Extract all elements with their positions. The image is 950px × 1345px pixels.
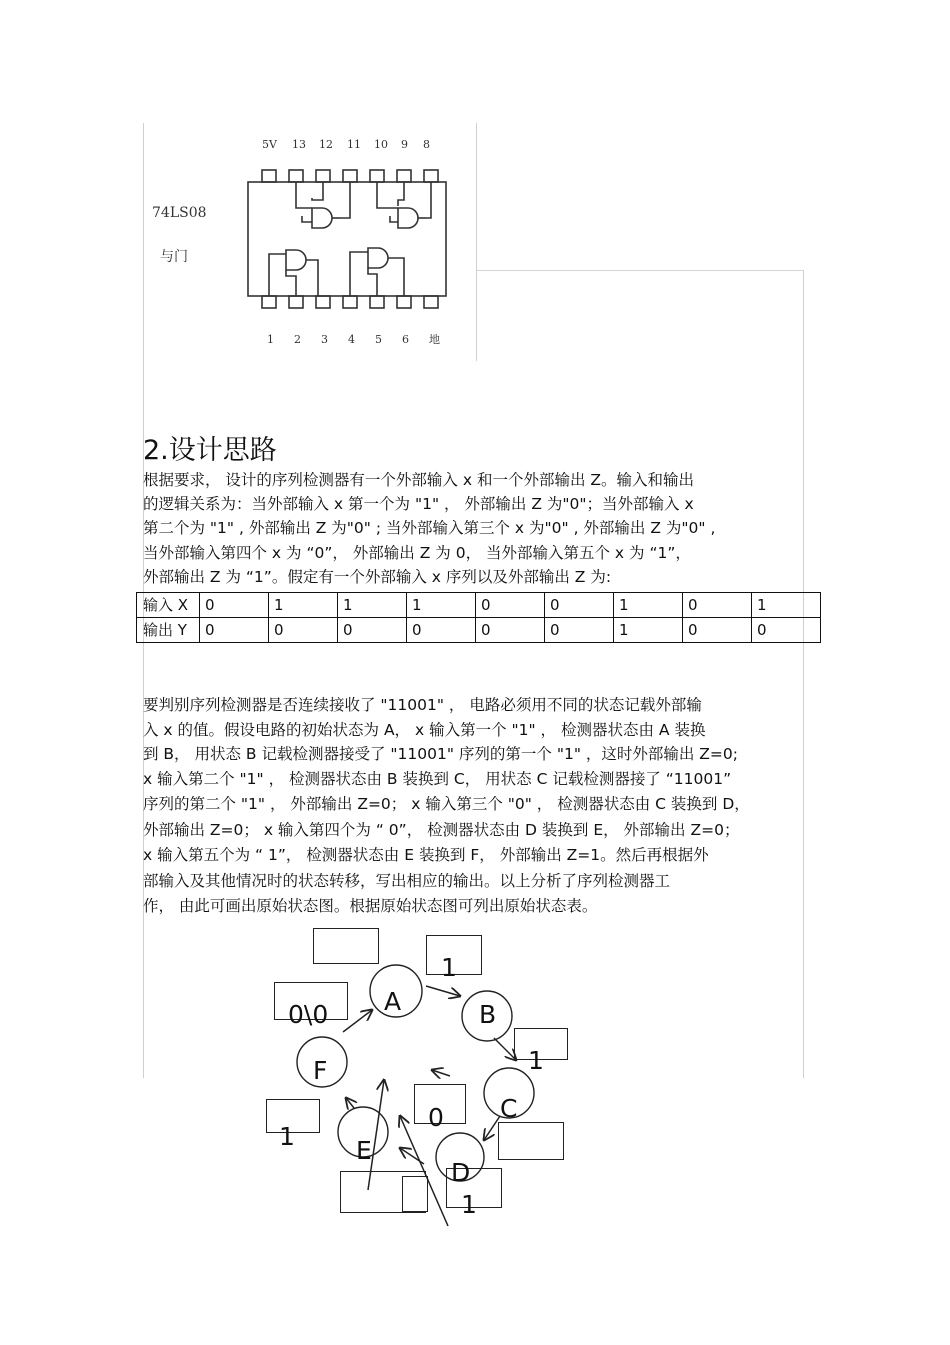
row-label: 输入 X: [137, 593, 200, 618]
state-label-e: E: [356, 1136, 372, 1165]
arrow-f-a: [343, 1010, 372, 1032]
chip-name: 74LS08: [152, 205, 207, 221]
table-cell: 0: [338, 618, 407, 643]
transition-label: 1: [528, 1046, 544, 1075]
arrow-a-b: [426, 986, 460, 996]
transition-label: 0: [428, 1103, 444, 1132]
arrow-e-f: [346, 1098, 354, 1108]
state-graph: [250, 920, 590, 1240]
analysis-line: 外部输出 Z=0； x 输入第四个为 “ 0”， 检测器状态由 D 装换到 E， 外部输出 Z=0；: [143, 821, 740, 839]
top-pin-label: 9: [401, 138, 408, 151]
analysis-line: x 输入第二个 "1" ， 检测器状态由 B 装换到 C， 用状态 C 记载检测器接了 “11001”: [143, 770, 732, 788]
analysis-line: 要判别序列检测器是否连续接收了 "11001" ， 电路必须用不同的状态记载外部输: [143, 696, 702, 714]
arrow-b-c: [494, 1038, 516, 1060]
arrow-center: [432, 1070, 450, 1076]
table-cell: 0: [752, 618, 821, 643]
chip-frame-right: [476, 123, 477, 361]
table-cell: 0: [683, 593, 752, 618]
state-label-f: F: [313, 1056, 328, 1085]
state-label-a: A: [384, 987, 402, 1016]
top-pin-label: 8: [423, 138, 430, 151]
table-row: [137, 593, 821, 618]
intro-line: 外部输出 Z 为 “1”。假定有一个外部输入 x 序列以及外部输出 Z 为:: [143, 568, 612, 586]
top-pin-label: 13: [292, 138, 306, 151]
table-cell: 0: [200, 618, 269, 643]
top-pin-label: 12: [319, 138, 333, 151]
state-label-b: B: [479, 1000, 497, 1029]
bottom-pin-label: 地: [429, 333, 440, 346]
analysis-line: 入 x 的值。假设电路的初始状态为 A， x 输入第一个 "1" ， 检测器状态由 A 装换: [143, 721, 706, 739]
transition-label: 1: [461, 1190, 477, 1219]
table-cell: 1: [614, 618, 683, 643]
state-label-d: D: [451, 1158, 471, 1187]
table-row: [137, 618, 821, 643]
intro-line: 根据要求， 设计的序列检测器有一个外部输入 x 和一个外部输出 Z。输入和输出: [143, 471, 695, 489]
transition-label: 0\0: [288, 1000, 329, 1029]
top-pin-label: 11: [347, 138, 361, 151]
table-cell: 1: [614, 593, 683, 618]
arrow-long-1: [368, 1080, 384, 1190]
analysis-line: 部输入及其他情况时的状态转移，写出相应的输出。以上分析了序列检测器工: [143, 872, 671, 890]
bottom-pin-label: 6: [402, 333, 409, 346]
arrow-c-d: [484, 1116, 500, 1140]
analysis-line: 序列的第二个 "1" ， 外部输出 Z=0； x 输入第三个 "0" ， 检测器状态由 C 装换到 D，: [143, 795, 750, 813]
table-cell: 0: [407, 618, 476, 643]
upper-rule: [476, 270, 804, 271]
analysis-line: 作， 由此可画出原始状态图。根据原始状态图可列出原始状态表。: [143, 897, 598, 915]
right-margin-line: [803, 270, 804, 1078]
io-table: [136, 592, 821, 643]
bottom-pin-label: 5: [375, 333, 382, 346]
table-cell: 0: [683, 618, 752, 643]
chip-diagram: [240, 158, 460, 330]
table-cell: 1: [338, 593, 407, 618]
bottom-pin-label: 2: [294, 333, 301, 346]
bottom-pin-label: 1: [267, 333, 274, 346]
chip-type: 与门: [160, 249, 188, 265]
table-cell: 0: [269, 618, 338, 643]
table-cell: 1: [752, 593, 821, 618]
intro-line: 的逻辑关系为：当外部输入 x 第一个为 "1" ， 外部输出 Z 为"0"；当外部输入 x: [143, 495, 694, 513]
transition-label: 1: [441, 953, 457, 982]
analysis-line: x 输入第五个为 “ 1”， 检测器状态由 E 装换到 F， 外部输出 Z=1。然后再根据外: [143, 846, 709, 864]
table-cell: 0: [545, 593, 614, 618]
table-cell: 0: [476, 593, 545, 618]
row-label: 输出 Y: [137, 618, 200, 643]
top-pin-label: 5V: [262, 138, 277, 151]
table-cell: 0: [545, 618, 614, 643]
bottom-pin-label: 4: [348, 333, 355, 346]
table-cell: 1: [407, 593, 476, 618]
table-cell: 0: [476, 618, 545, 643]
top-pin-label: 10: [374, 138, 388, 151]
transition-label: 1: [279, 1122, 295, 1151]
analysis-line: 到 B， 用状态 B 记载检测器接受了 "11001" 序列的第一个 "1" ，这时外部输出 Z=0;: [143, 745, 738, 763]
state-label-c: C: [500, 1094, 518, 1123]
table-cell: 0: [200, 593, 269, 618]
section-heading: 2.设计思路: [143, 435, 277, 466]
table-cell: 1: [269, 593, 338, 618]
intro-line: 当外部输入第四个 x 为 “0”， 外部输出 Z 为 0， 当外部输入第五个 x 为 “1”，: [143, 544, 691, 562]
bottom-pin-label: 3: [321, 333, 328, 346]
intro-line: 第二个为 "1" , 外部输出 Z 为"0" ; 当外部输入第三个 x 为"0" , 外部输出 Z 为"0" ,: [143, 519, 716, 537]
